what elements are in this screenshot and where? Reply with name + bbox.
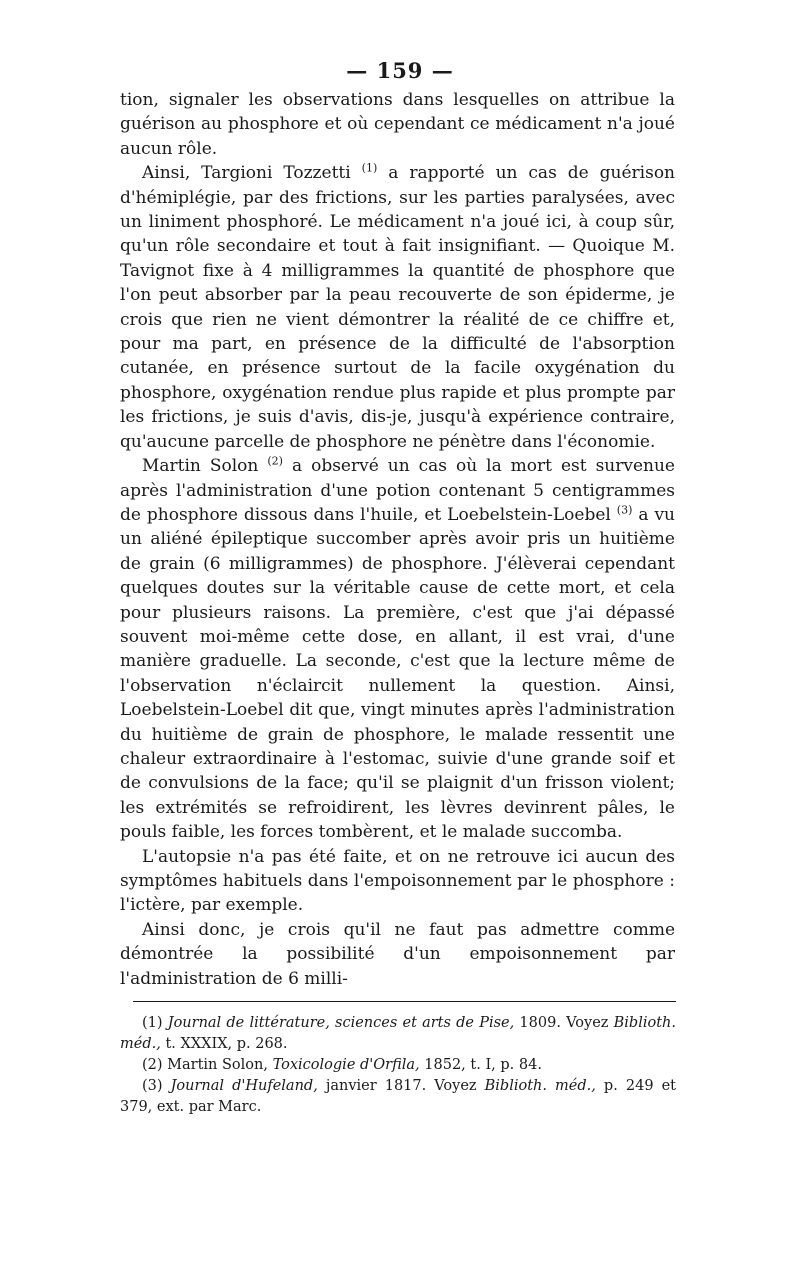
footnote [120, 1055, 676, 1076]
text-segment: a rapporté un cas de guérison d'hémiplégie, par des frictions, sur les parties paralysées, avec un liniment phosphoré. Le médicament n'a joué ici, à coup sûr, qu'un rôle secondaire et tout à fait insignifiant. — Quoique M. Tavignot fixe à 4 milligrammes la quantité de phosphore que l'on peut absorber par la peau recouverte de son épiderme, je crois que rien ne vient démontrer la réalité de ce chiffre et, pour ma part, en présence de la difficulté de l'absorption cutanée, en présence surtout de la facile oxygénation du phosphore, oxygénation rendue plus rapide et plus prompte par les frictions, je suis d'avis, dis-je, jusqu'à expérience contraire, qu'aucune parcelle de phosphore ne pénètre dans l'économie. [120, 163, 675, 452]
text-segment: 1809. Voyez [514, 1015, 614, 1031]
paragraph [120, 88, 675, 161]
text-segment: a vu un aliéné épileptique succomber après avoir pris un huitième de grain (6 milligrammes) de phosphore. J'élèverai cependant quelques doutes sur la véritable cause de cette mort, et cela pour plusieurs raisons. La première, c'est que j'ai dépassé souvent moi-même cette dose, en allant, il est vrai, d'une manière graduelle. La seconde, c'est que la lecture même de l'observation n'éclaircit nullement la question. Ainsi, Loebelstein-Loebel dit que, vingt minutes après l'administration du huitième de grain de phosphore, le malade ressentit une chaleur extraordinaire à l'estomac, suivie d'une grande soif et de convulsions de la face; qu'il se plaignit d'un frisson violent; les extrémités se refroidirent, les lèvres devinrent pâles, le pouls faible, les forces tombèrent, et le malade succomba. [120, 504, 676, 843]
footnote-reference: (1) [361, 161, 378, 175]
footnote-marker: (1) [142, 1015, 163, 1031]
italic-title: Journal d'Hufeland, [170, 1078, 318, 1094]
footnote-marker: (3) [142, 1078, 163, 1094]
paragraph [120, 845, 675, 918]
footnote-reference: (2) [267, 454, 283, 468]
text-segment: p. 249 et 379, ext. par Marc. [120, 1078, 676, 1115]
page-number: — 159 — [346, 58, 454, 83]
text-segment: janvier 1817. Voyez [317, 1078, 485, 1094]
text-segment: t. XXXIX, p. 268. [160, 1036, 288, 1052]
italic-title: Toxicologie d'Orfila, [272, 1057, 420, 1073]
italic-title: Biblioth. méd., [120, 1015, 676, 1052]
italic-title: Biblioth. méd., [484, 1078, 596, 1094]
italic-title: Journal de littérature, sciences et arts de Pise, [167, 1015, 515, 1031]
text-segment: tion, signaler les observations dans lesquelles on attribue la guérison au phosphore et où cependant ce médicament n'a joué aucun rôle. [120, 90, 675, 159]
paragraph [120, 918, 675, 991]
paragraph [120, 161, 675, 454]
text-segment: L'autopsie n'a pas été faite, et on ne retrouve ici aucun des symptômes habituels dans l'empoisonnement par le phosphore : l'ictère, par exemple. [120, 846, 675, 916]
text-segment: Ainsi donc, je crois qu'il ne faut pas admettre comme démontrée la possibilité d'un empoisonnement par l'administration de 6 milli- [120, 919, 675, 989]
body-text [120, 88, 675, 991]
paragraph [120, 454, 675, 845]
text-segment: Ainsi, Targioni Tozzetti [142, 163, 362, 184]
text-segment: a observé un cas où la mort est survenue après l'administration d'une potion contenant 5 centigrammes de phosphore dissous dans l'huile, et Loebelstein-Loebel [120, 456, 675, 525]
text-segment: Martin Solon [142, 456, 268, 477]
footnote-reference: (3) [616, 503, 633, 517]
footnotes [120, 1013, 676, 1118]
footnote-divider [133, 1001, 676, 1002]
footnote [120, 1013, 676, 1055]
footnote [120, 1076, 676, 1118]
text-segment [163, 1078, 171, 1094]
text-segment: Martin Solon, [162, 1057, 273, 1073]
footnote-marker: (2) [142, 1057, 163, 1073]
text-segment: 1852, t. I, p. 84. [419, 1057, 542, 1073]
